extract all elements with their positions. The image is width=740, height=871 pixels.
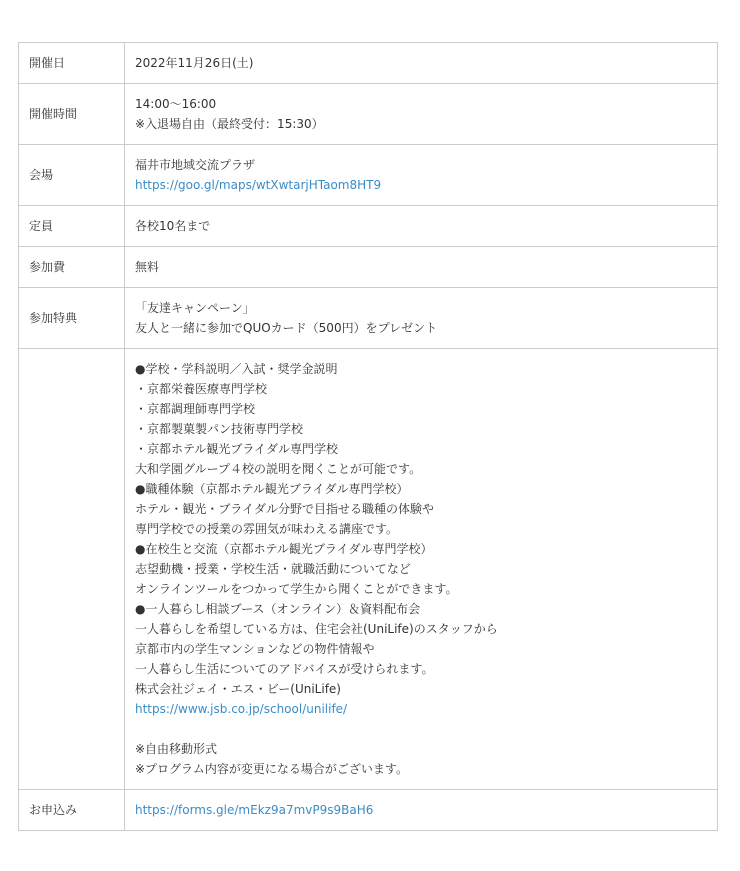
row-label: 参加費 xyxy=(19,247,125,288)
row-label: 開催時間 xyxy=(19,84,125,145)
row-value xyxy=(125,43,718,84)
venue-name: 福井市地域交流プラザ xyxy=(135,158,256,172)
benefit-title: 「友達キャンペーン」 xyxy=(135,301,255,315)
table-row-benefit xyxy=(19,288,718,349)
unilife-link[interactable]: https://www.jsb.co.jp/school/unilife/ xyxy=(135,702,348,716)
program-line: ●在校生と交流（京都ホテル観光ブライダル専門学校） xyxy=(135,542,433,556)
program-line: 専門学校での授業の雰囲気が味わえる講座です。 xyxy=(135,522,399,536)
table-row-application xyxy=(19,790,718,831)
capacity-value: 各校10名まで xyxy=(135,219,211,233)
spacer xyxy=(135,719,707,739)
fee-value: 無料 xyxy=(135,260,160,274)
row-value xyxy=(125,84,718,145)
program-line: ●学校・学科説明／入試・奨学金説明 xyxy=(135,362,338,376)
date-value: 2022年11月26日(土) xyxy=(135,56,254,70)
table-row-fee xyxy=(19,247,718,288)
program-line: 大和学園グループ４校の説明を聞くことが可能です。 xyxy=(135,462,422,476)
row-label: 開催日 xyxy=(19,43,125,84)
table-row-time xyxy=(19,84,718,145)
row-label xyxy=(19,349,125,790)
row-value xyxy=(125,790,718,831)
application-form-link[interactable]: https://forms.gle/mEkz9a7mvP9s9BaH6 xyxy=(135,803,374,817)
program-line: 一人暮らしを希望している方は、住宅会社(UniLife)のスタッフから xyxy=(135,622,498,636)
venue-map-link[interactable]: https://goo.gl/maps/wtXwtarjHTaom8HT9 xyxy=(135,178,382,192)
event-info-table xyxy=(18,42,718,831)
row-value xyxy=(125,145,718,206)
program-line: ・京都ホテル観光ブライダル専門学校 xyxy=(135,442,339,456)
program-line: ●一人暮らし相談ブース（オンライン）＆資料配布会 xyxy=(135,602,421,616)
program-line: ・京都栄養医療専門学校 xyxy=(135,382,268,396)
program-line: ・京都調理師専門学校 xyxy=(135,402,256,416)
row-label: 参加特典 xyxy=(19,288,125,349)
row-label: お申込み xyxy=(19,790,125,831)
program-line: ●職種体験（京都ホテル観光ブライダル専門学校） xyxy=(135,482,409,496)
row-value xyxy=(125,288,718,349)
program-note: ※自由移動形式 xyxy=(135,742,218,756)
row-value xyxy=(125,349,718,790)
time-note: ※入退場自由（最終受付：15:30） xyxy=(135,117,324,131)
program-line: ・京都製菓製パン技術専門学校 xyxy=(135,422,304,436)
program-line: ホテル・観光・ブライダル分野で目指せる職種の体験や xyxy=(135,502,435,516)
benefit-detail: 友人と一緒に参加でQUOカード（500円）をプレゼント xyxy=(135,321,438,335)
table-row-date xyxy=(19,43,718,84)
time-value: 14:00〜16:00 xyxy=(135,97,217,111)
row-value xyxy=(125,206,718,247)
row-label: 会場 xyxy=(19,145,125,206)
program-line: 京都市内の学生マンションなどの物件情報や xyxy=(135,642,375,656)
row-value xyxy=(125,247,718,288)
program-line: 一人暮らし生活についてのアドバイスが受けられます。 xyxy=(135,662,434,676)
table-row-venue xyxy=(19,145,718,206)
table-row-capacity xyxy=(19,206,718,247)
program-note: ※プログラム内容が変更になる場合がございます。 xyxy=(135,762,408,776)
program-line: オンラインツールをつかって学生から聞くことができます。 xyxy=(135,582,458,596)
row-label: 定員 xyxy=(19,206,125,247)
program-line: 株式会社ジェイ・エス・ビー(UniLife) xyxy=(135,682,341,696)
program-line: 志望動機・授業・学校生活・就職活動についてなど xyxy=(135,562,411,576)
table-row-program xyxy=(19,349,718,790)
